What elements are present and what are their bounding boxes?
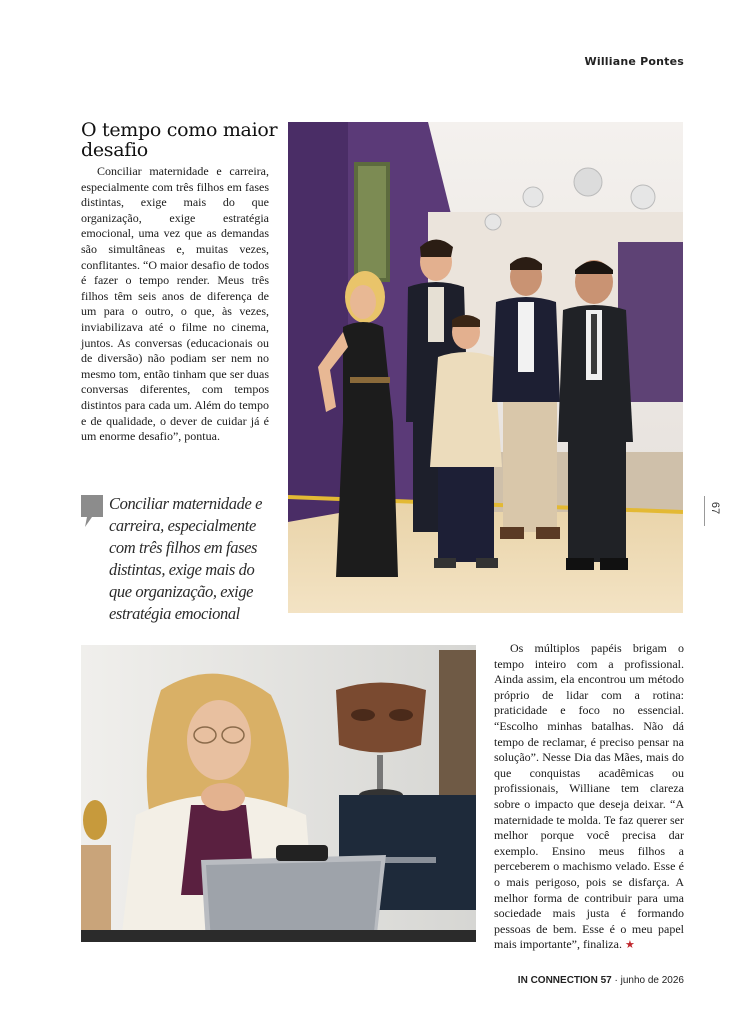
paragraph-2: Os múltiplos papéis brigam o tempo inteiro com a profissional. Ainda assim, ela encontrou um método próprio de lidar com a rotina: praticidade e foco no essencial. “Escolho minhas batalhas. Não dá tempo de reclamar, é preciso pensar na solução”. Nesse Dia das Mães, mais do que conquistas acadêmicas ou profissionais, Williane tem clareza sobre o impacto que deseja deixar. “A maternidade te molda. Te faz querer ser melhor porque você precisa dar exemplo. Ensino meus filhos a perceberem o machismo velado. Esse é o mais perigoso, pois se disfarça. A melhor forma de contribuir para uma sociedade mais justa é formando pessoas de bem. Esse é o meu papel mais importante”, finaliza.	[494, 641, 684, 952]
author-header: Williane Pontes	[584, 55, 684, 68]
article-column-1	[81, 164, 269, 445]
office-photo-illustration	[81, 645, 476, 942]
family-photo-illustration	[288, 122, 683, 613]
pull-quote: Conciliar maternidade e carreira, especialmente com três filhos em fases distintas, exige mais do que organização, exige estratégia emocional	[109, 494, 263, 623]
star-icon: ★	[624, 939, 635, 952]
paragraph-1: Conciliar maternidade e carreira, especialmente com três filhos em fases distintas, exige mais do que organização, exige estratégia emocional, uma vez que as demandas são simultâneas e, muitas vezes, conflitantes. “O maior desafio de todos é fazer o tempo render. Meus três filhos têm seis anos de diferença de um para o outro, o que, às vezes, inviabilizava até o filme no cinema, juntos. As conversas (educacionais ou de diversão) não podiam ser nem no mesmo tom, então tinham que ser duas conversas diferentes, com tempos distintos para cada um. Além do tempo e de qualidade, o dever de cuidar já é um enorme desafio”, pontua.	[81, 164, 269, 444]
issue-date: junho de 2026	[620, 975, 684, 986]
section-title: O tempo como maior desafio	[81, 119, 278, 161]
magazine-name: IN CONNECTION 57	[517, 975, 612, 986]
office-photo	[81, 645, 476, 942]
page-number: 67	[709, 501, 721, 515]
article-column-2	[494, 641, 684, 954]
family-photo	[288, 122, 683, 613]
quote-mark-icon	[81, 495, 103, 529]
page-footer	[518, 975, 684, 986]
footer-separator: ·	[614, 975, 621, 986]
